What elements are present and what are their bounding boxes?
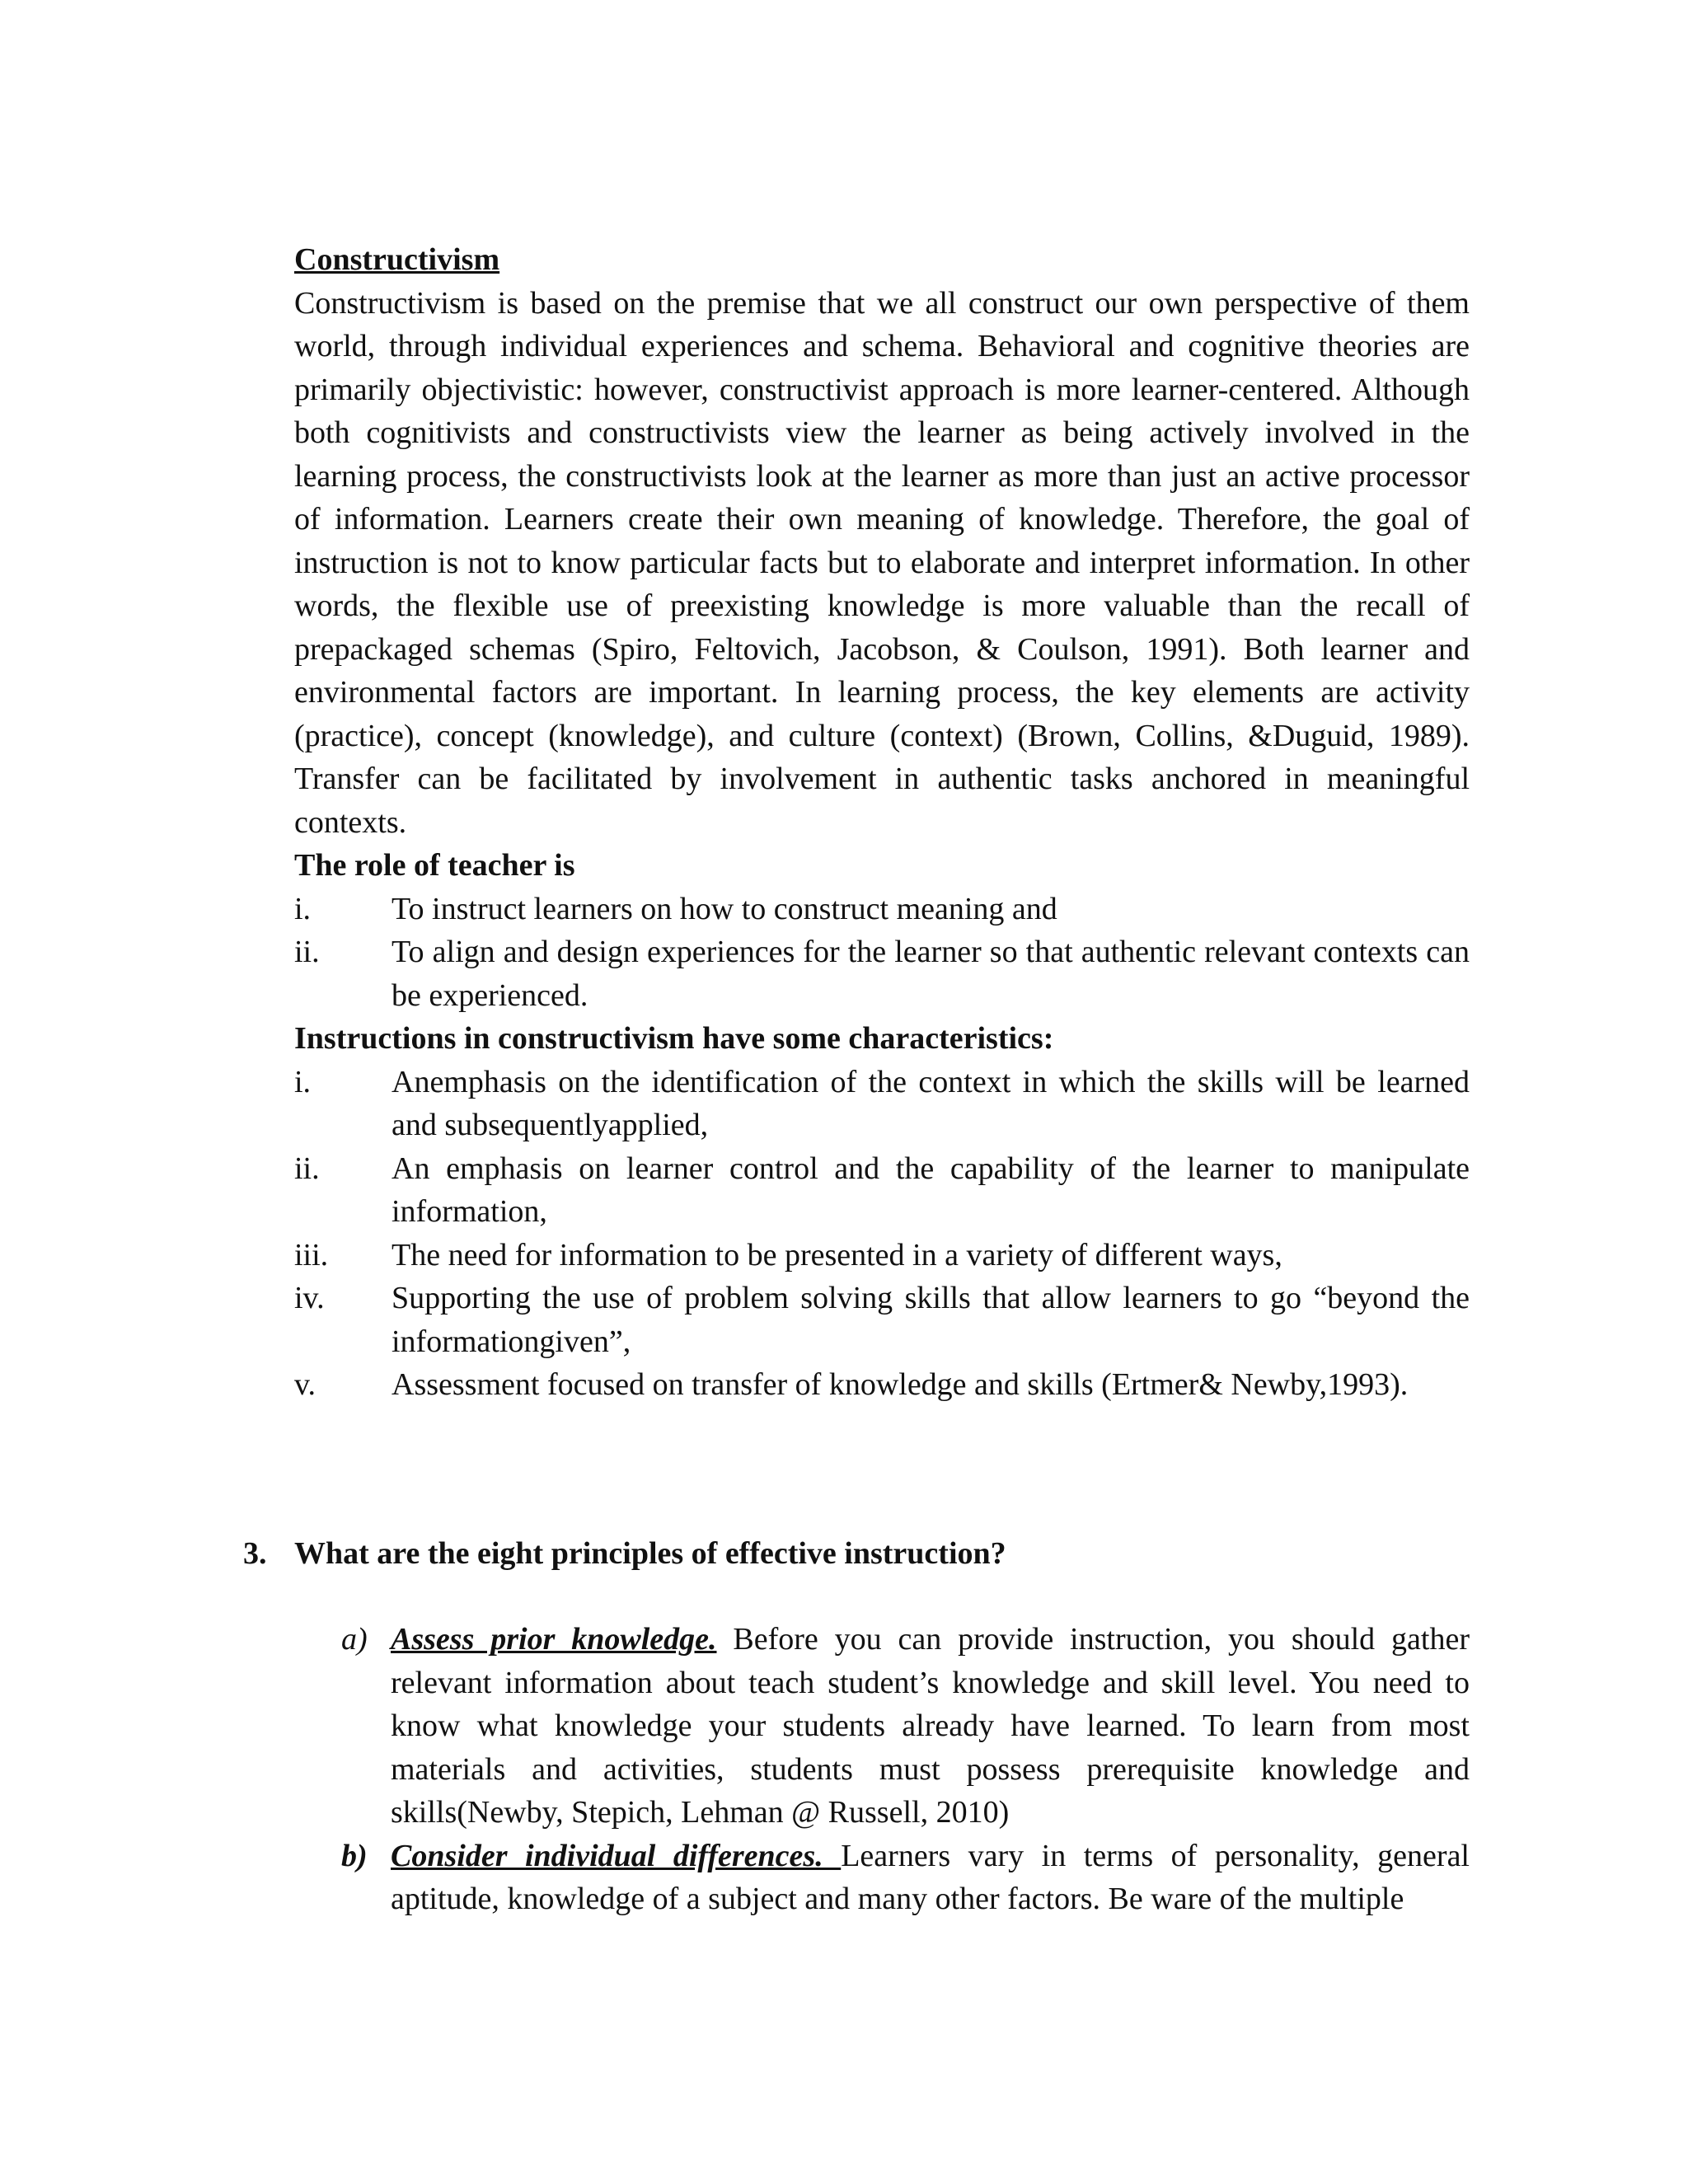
list-item (294, 930, 1470, 1017)
principle-body: Learners vary in terms of personality, general aptitude, knowledge of a subject and many other factors. Be ware of the multiple (391, 1838, 1470, 1916)
list-item (294, 1234, 1470, 1277)
section-paragraph: Constructivism is based on the premise that we all construct our own perspective of them world, through individual experiences and schema. Behavioral and cognitive theories are primarily objectivistic: however, constructivist approach is more learner-centered. Although both cognitivists and constructivists view the learner as being actively involved in the learning process, the constructivists look at the learner as more than just an active processor of information. Learners create their own meaning of knowledge. Therefore, the goal of instruction is not to know particular facts but to elaborate and interpret information. In other words, the flexible use of preexisting knowledge is more valuable than the recall of prepackaged schemas (Spiro, Feltovich, Jacobson, & Coulson, 1991). Both learner and environmental factors are important. In learning process, the key elements are activity (practice), concept (knowledge), and culture (context) (Brown, Collins, &Duguid, 1989). Transfer can be facilitated by involvement in authentic tasks anchored in meaningful contexts. (294, 285, 1470, 840)
list-item (294, 1061, 1470, 1147)
teacher-role-list (294, 888, 1470, 1018)
section-title: Constructivism (294, 242, 500, 277)
principle-body: Before you can provide instruction, you should gather relevant information about teach student’s knowledge and skill level. You need to know what knowledge your students already have learned. To learn from most materials and activities, students must possess prerequisite knowledge and skills(Newby, Stepich, Lehman @ Russell, 2010) (391, 1622, 1470, 1830)
list-item (294, 1147, 1470, 1234)
list-item-text: The need for information to be presented in a variety of different ways, (392, 1237, 1282, 1272)
list-item-number: iii. (294, 1237, 329, 1272)
principle-title: Assess prior knowledge. (391, 1622, 717, 1657)
list-item (294, 1363, 1470, 1407)
characteristics-list (294, 1061, 1470, 1407)
list-item-text: To align and design experiences for the learner so that authentic relevant contexts can be experienced. (392, 935, 1470, 1013)
principle-label: b) (341, 1838, 368, 1873)
list-item (294, 888, 1470, 931)
list-item-text: Supporting the use of problem solving skills that allow learners to go “beyond the informationgiven”, (392, 1281, 1470, 1359)
principle-item (341, 1835, 1470, 1921)
question-number: 3. (243, 1536, 267, 1571)
principle-label: a) (341, 1622, 368, 1657)
principle-item (341, 1618, 1470, 1835)
list-item-text: An emphasis on learner control and the capability of the learner to manipulate information, (392, 1151, 1470, 1229)
principle-title: Consider individual differences. (391, 1838, 842, 1873)
list-item-text: To instruct learners on how to construct meaning and (392, 891, 1057, 926)
list-item-number: iv. (294, 1281, 325, 1315)
list-item-number: ii. (294, 935, 320, 969)
list-item-number: ii. (294, 1151, 320, 1186)
list-item-number: v. (294, 1367, 316, 1402)
characteristics-heading: Instructions in constructivism have some characteristics: (294, 1021, 1054, 1056)
question-text: What are the eight principles of effective instruction? (294, 1536, 1006, 1571)
teacher-role-heading: The role of teacher is (294, 848, 575, 883)
principles-list (341, 1618, 1470, 1921)
list-item-number: i. (294, 1064, 312, 1099)
list-item-number: i. (294, 891, 312, 926)
question-heading (243, 1532, 1479, 1576)
list-item (294, 1277, 1470, 1363)
list-item-text: Assessment focused on transfer of knowledge and skills (Ertmer& Newby,1993). (392, 1367, 1409, 1402)
constructivism-section (294, 238, 1470, 1407)
list-item-text: Anemphasis on the identification of the context in which the skills will be learned and subsequentlyapplied, (392, 1064, 1470, 1142)
